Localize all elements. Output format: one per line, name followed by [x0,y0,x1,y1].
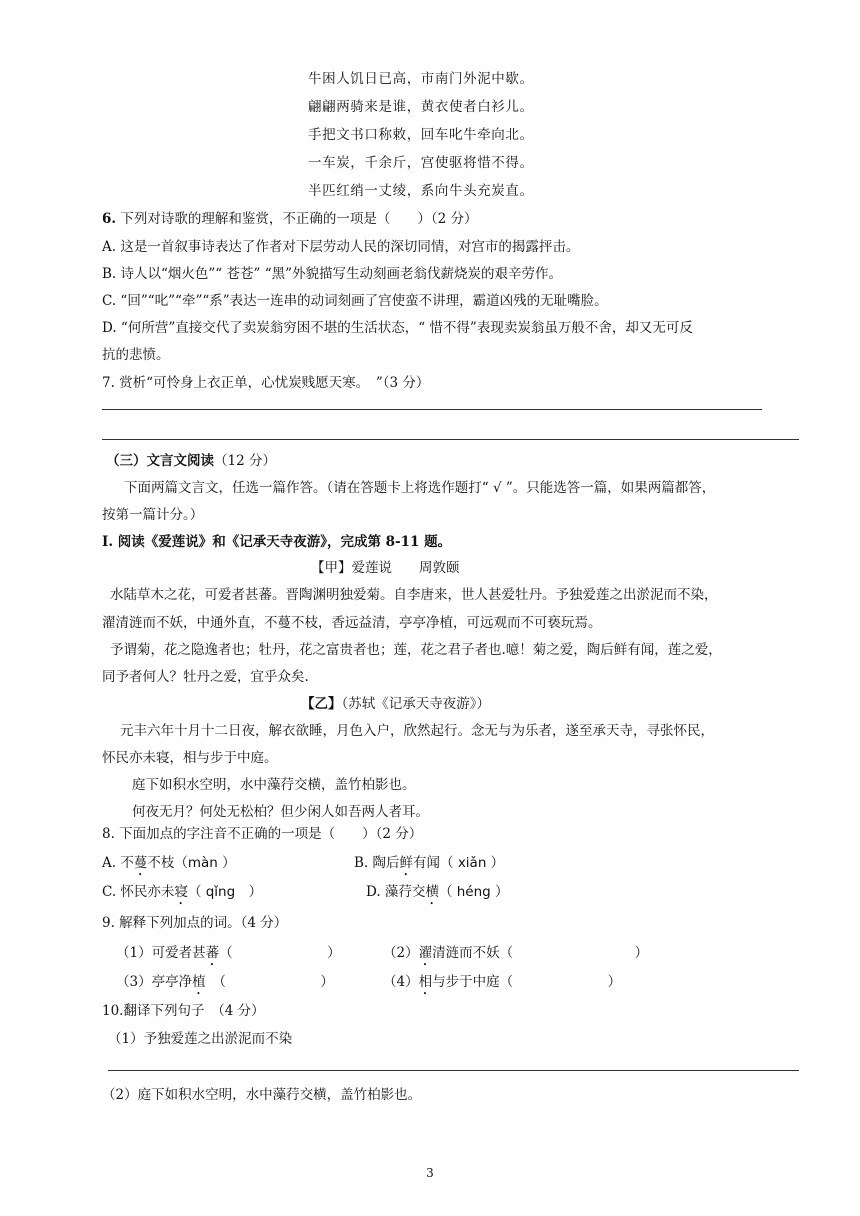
section-intro-continued: 按第一篇计分。） [102,507,204,523]
question-9: 9. 解释下列加点的词。（4 分） [102,915,288,931]
answer-line[interactable] [102,409,762,410]
poem-line: 手把文书口称敕，回车叱牛牵向北。 [308,127,534,143]
yi-paragraph: 何夜无月？何处无松柏？但少闲人如吾两人者耳。 [132,804,429,820]
yi-paragraph: 元丰六年十月十二日夜，解衣欲睡，月色入户，欣然起行。念无与为乐者，遂至承天寺，寻张怀民， [120,723,714,739]
poem-line: 一车炭，千余斤，宫使驱将惜不得。 [308,155,534,171]
q9-item-1: （1）可爱者甚蕃（ ） [116,945,341,961]
jia-title: 【甲】爱莲说 周敦颐 [311,560,460,576]
jia-paragraph: 水陆草木之花，可爱者甚蕃。晋陶渊明独爱菊。自李唐来，世人甚爱牡丹。予独爱莲之出淤泥而不染， [110,587,718,603]
q9-item-2: （2）濯清涟而不妖（ ） [383,945,649,961]
page-number: 3 [426,1166,434,1180]
poem-line: 半匹红绡一丈绫，系向牛头充炭直。 [308,183,534,199]
part-1-heading: I. 阅读《爱莲说》和《记承天寺夜游》，完成第 8-11 题。 [102,534,452,550]
q10-sentence-1: （1）予独爱莲之出淤泥而不染 [108,1031,293,1047]
question-8: 8. 下面加点的字注音不正确的一项是（ ）（2 分） [102,826,423,842]
section-score: （12 分） [214,453,276,469]
option-d-continued: 抗的悲愤。 [102,347,170,363]
question-text: 下列对诗歌的理解和鉴赏，不正确的一项是（ ）（2 分） [120,211,478,227]
section-divider [102,439,799,440]
question-6-stem [102,207,478,227]
yi-paragraph-continued: 怀民亦未寝，相与步于中庭。 [102,750,278,766]
section-title: （三）文言文阅读 [106,453,214,469]
jia-paragraph: 予谓菊，花之隐逸者也；牡丹，花之富贵者也；莲，花之君子者也.噫！菊之爱，陶后鲜有闻，莲之爱， [110,642,722,658]
option-a: A. 不蔓不枝（màn ） [102,855,236,871]
yi-source: （苏轼《记承天寺夜游》） [341,696,490,712]
poem-line: 翩翩两骑来是谁，黄衣使者白衫儿。 [308,99,534,115]
poem-line: 牛困人饥日已高，市南门外泥中歇。 [308,71,534,87]
option-b: B. 诗人以“烟火色”“ 苍苍” “黑”外貌描写生动刻画老翁伐薪烧炭的艰辛劳作。 [102,266,562,282]
q9-item-3: （3）亭亭净植 （ ） [116,974,334,990]
question-number: 6. [102,211,117,227]
question-7: 7. 赏析“可怜身上衣正单，心忧炭贱愿天寒。 ”（3 分） [102,375,430,391]
question-10: 10.翻译下列句子 （4 分） [102,1003,265,1019]
yi-title [301,692,490,712]
yi-paragraph: 庭下如积水空明，水中藻荇交横，盖竹柏影也。 [132,777,416,793]
answer-line[interactable] [108,1070,799,1071]
q9-item-4: （4）相与步于中庭（ ） [383,974,622,990]
option-b: B. 陶后鲜有闻（ xiǎn ） [354,855,505,871]
option-d: D. 藻荇交横（ héng ） [366,884,509,900]
jia-paragraph-continued: 同予者何人？牡丹之爱，宜乎众矣. [102,669,309,685]
jia-paragraph-continued: 濯清涟而不妖，中通外直，不蔓不枝，香远益清，亭亭净植，可远观而不可亵玩焉。 [102,615,602,631]
q10-sentence-2: （2）庭下如积水空明，水中藻荇交横，盖竹柏影也。 [102,1087,422,1103]
option-a: A. 这是一首叙事诗表达了作者对下层劳动人民的深切同情，对宫市的揭露抨击。 [102,239,580,255]
option-c: C. “回”“叱”“牵”“系”表达一连串的动词刻画了宫使蛮不讲理，霸道凶残的无耻嘴脸。 [102,293,608,309]
section-intro: 下面两篇文言文，任选一篇作答。（请在答题卡上将选作题打“ √ ”。只能选答一篇，如果两篇都答， [124,480,716,496]
section-3-heading [106,449,276,469]
option-d: D. “何所营”直接交代了卖炭翁穷困不堪的生活状态，“ 惜不得”表现卖炭翁虽万般不舍，却又无可反 [102,320,693,336]
option-c: C. 怀民亦未寝（ qǐng ） [102,884,263,900]
yi-mark: 【乙】 [301,696,342,712]
